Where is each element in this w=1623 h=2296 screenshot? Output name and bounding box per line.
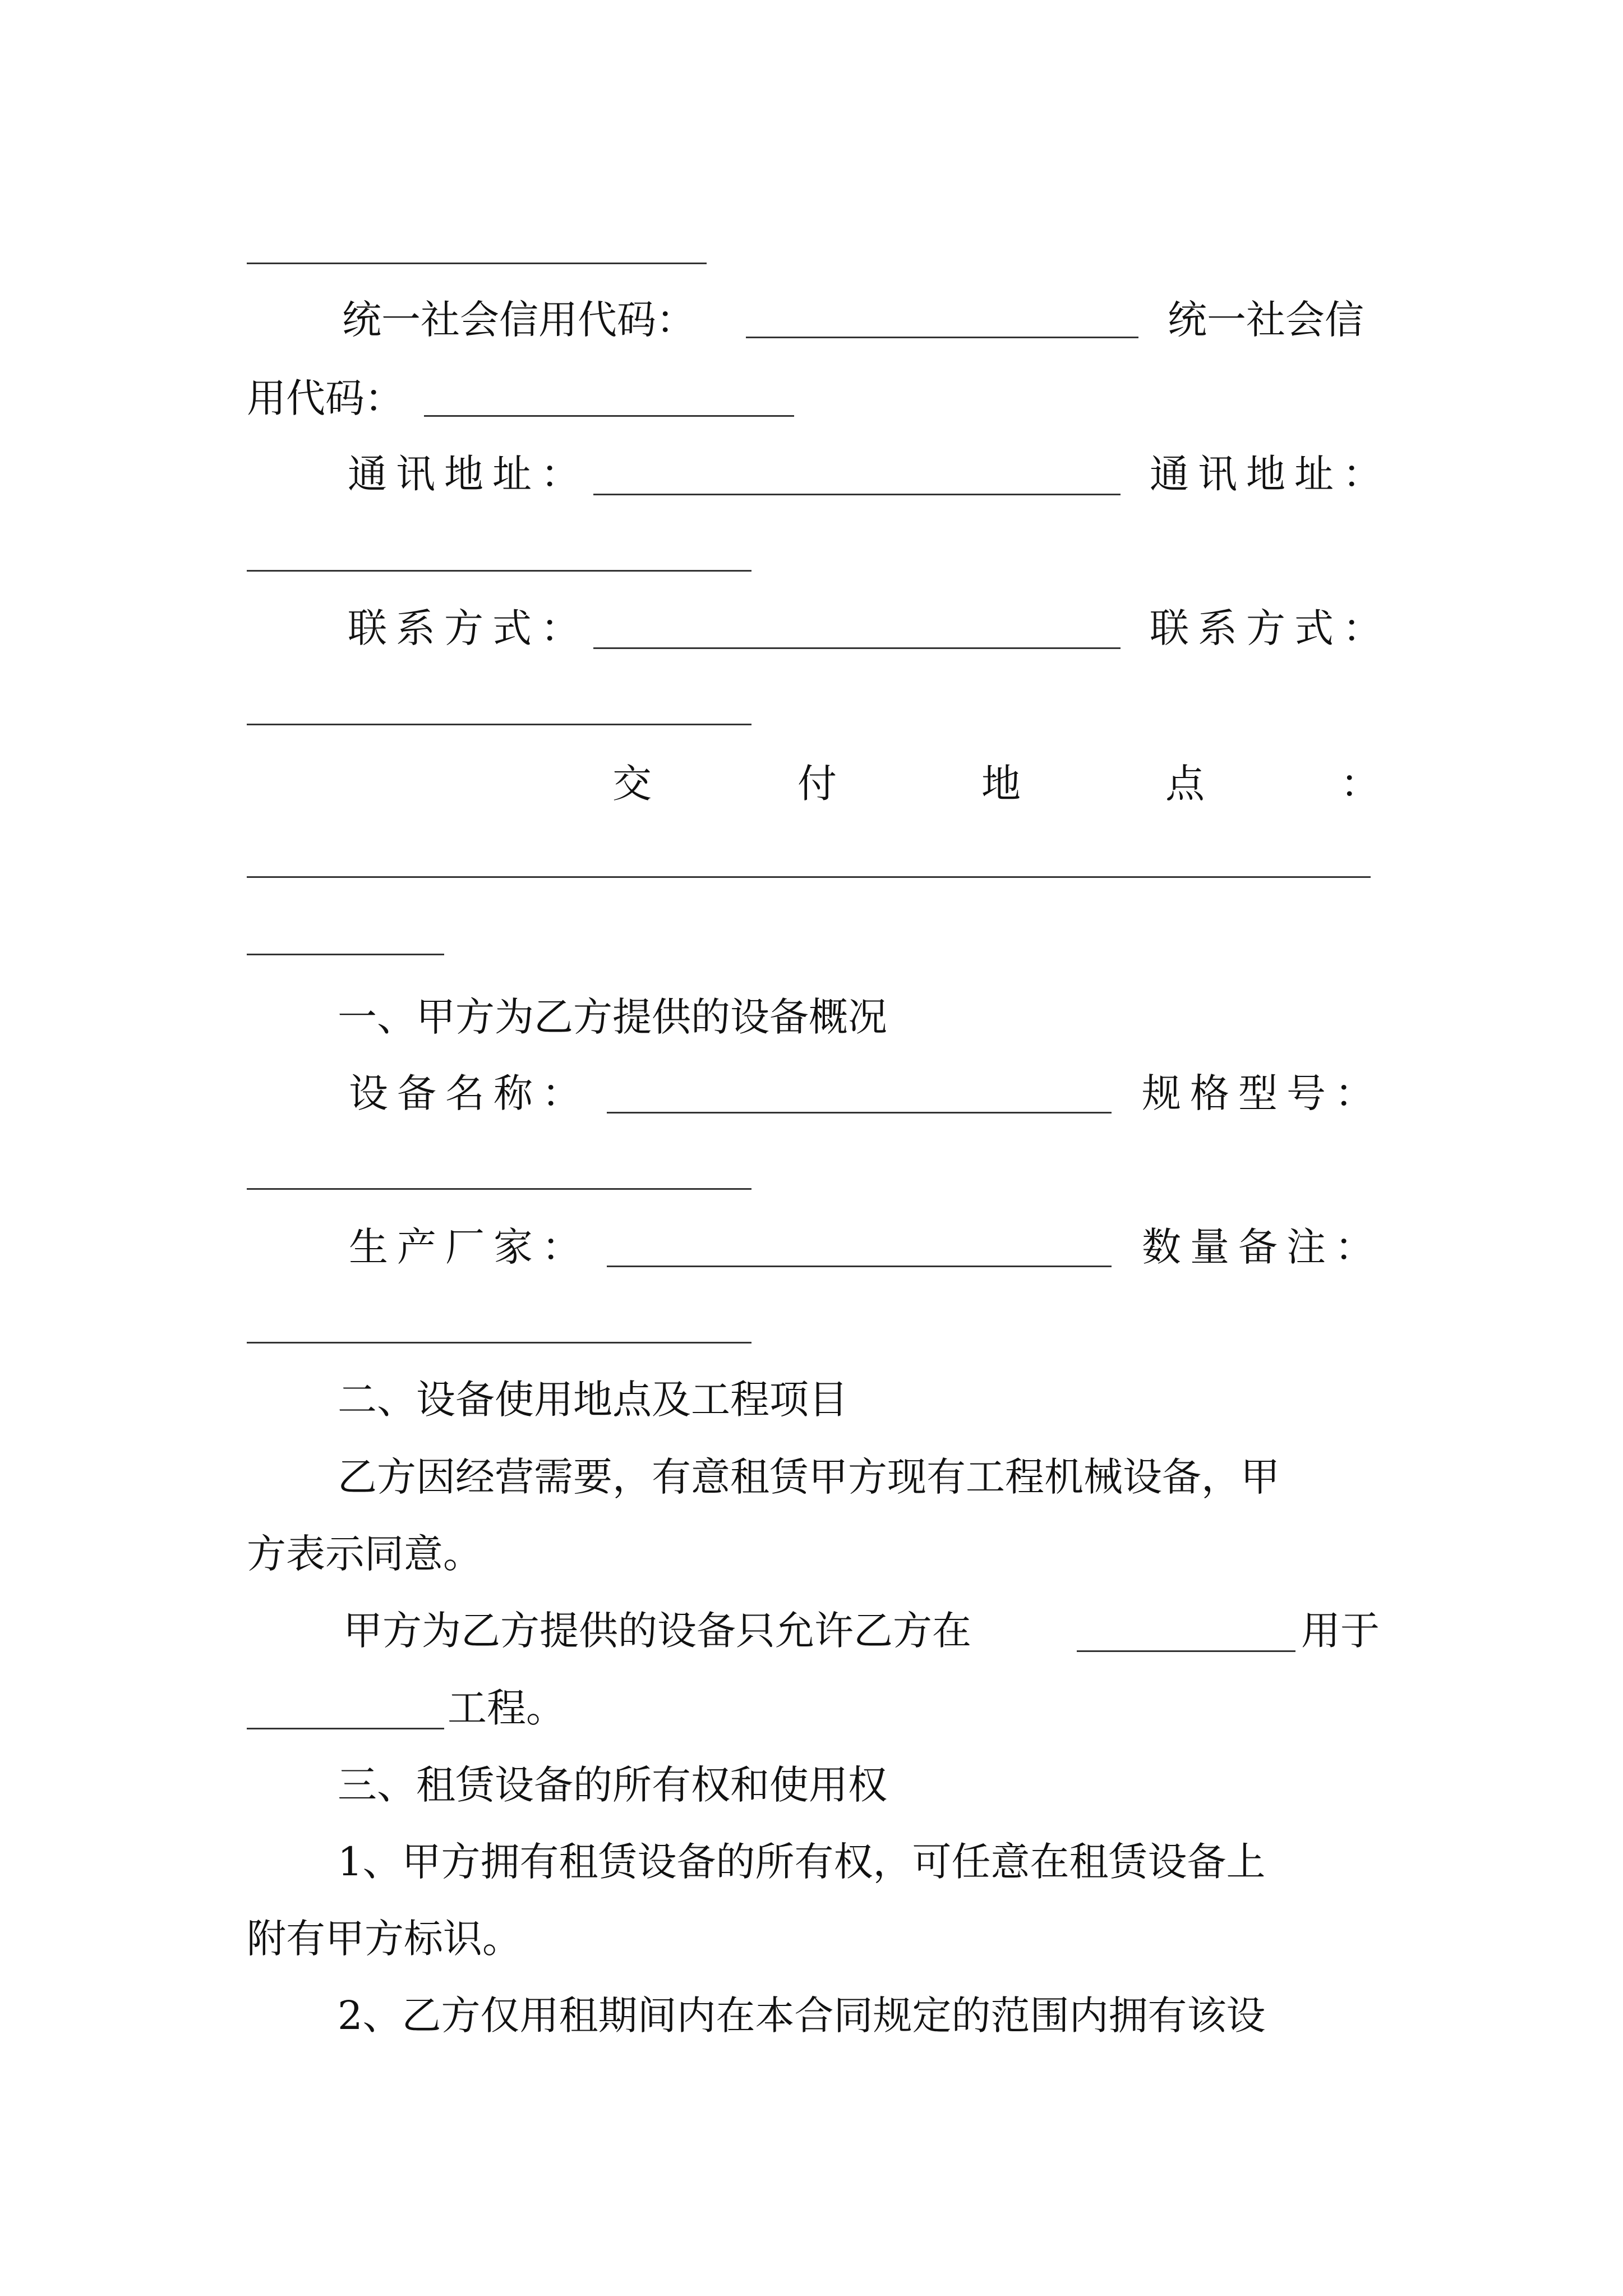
address-label-b: 通讯地址： xyxy=(1150,451,1391,497)
quantity-note-label: 数量备注： xyxy=(1142,1224,1383,1270)
credit-code-label-a: 统一社会信用代码： xyxy=(342,297,695,343)
equipment-name-label: 设备名称： xyxy=(349,1070,590,1116)
address-label-a: 通讯地址： xyxy=(348,451,589,497)
contact-blank-b xyxy=(247,724,751,725)
delivery-char-4: 点 xyxy=(1165,761,1205,807)
section3-item1-line2: 附有甲方标识。 xyxy=(247,1916,522,1962)
contact-label-a: 联系方式： xyxy=(348,605,589,651)
section2-para2-line1b: 用于 xyxy=(1301,1608,1380,1654)
contact-blank-a xyxy=(593,647,1121,649)
delivery-blank-1 xyxy=(247,876,1371,878)
section2-para1-line1: 乙方因经营需要，有意租赁甲方现有工程机械设备，甲 xyxy=(338,1454,1280,1500)
credit-code-blank-b xyxy=(424,415,794,417)
equipment-name-blank xyxy=(607,1112,1112,1114)
manufacturer-blank xyxy=(607,1266,1112,1267)
section3-heading: 三、租赁设备的所有权和使用权 xyxy=(338,1762,887,1808)
project-name-blank xyxy=(247,1728,444,1729)
credit-code-label-b: 统一社会信 xyxy=(1168,297,1364,343)
section3-item2-line1: 2、乙方仅用租期间内在本合同规定的范围内拥有该设 xyxy=(338,1993,1266,2039)
project-location-blank xyxy=(1077,1650,1295,1652)
delivery-blank-2 xyxy=(247,954,444,955)
delivery-char-1: 交 xyxy=(612,761,652,807)
contact-label-b: 联系方式： xyxy=(1150,605,1391,651)
section1-heading: 一、甲方为乙方提供的设备概况 xyxy=(338,994,887,1040)
section2-para2-line1a: 甲方为乙方提供的设备只允许乙方在 xyxy=(343,1608,971,1654)
section3-item1-line1: 1、甲方拥有租赁设备的所有权，可任意在租赁设备上 xyxy=(338,1839,1266,1885)
section2-para2-line2: 工程。 xyxy=(448,1685,565,1731)
address-blank-b xyxy=(247,570,751,572)
credit-code-blank-a xyxy=(746,337,1138,338)
manufacturer-label: 生产厂家： xyxy=(349,1224,590,1270)
delivery-char-2: 付 xyxy=(797,761,837,807)
delivery-char-5: ： xyxy=(1340,761,1380,807)
credit-code-label-b-cont: 用代码： xyxy=(247,375,404,421)
section2-para1-line2: 方表示同意。 xyxy=(247,1531,482,1577)
section2-heading: 二、设备使用地点及工程项目 xyxy=(338,1377,848,1423)
spec-model-label: 规格型号： xyxy=(1142,1070,1383,1116)
spec-model-blank xyxy=(247,1188,751,1190)
quantity-note-blank xyxy=(247,1342,751,1343)
address-blank-a xyxy=(593,494,1121,495)
delivery-char-3: 地 xyxy=(981,761,1021,807)
blank-line xyxy=(247,263,707,264)
